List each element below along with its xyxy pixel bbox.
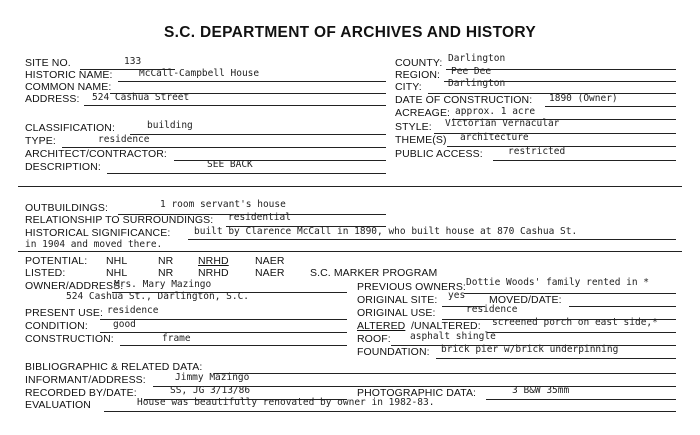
type-label: TYPE: — [25, 135, 56, 147]
common-name-label: COMMON NAME: — [25, 81, 112, 93]
region-value: Pee Dee — [451, 66, 492, 77]
bibliographic-line — [214, 373, 676, 374]
themes-label: THEME(S) — [395, 134, 447, 146]
photographic-line — [486, 399, 676, 400]
region-label: REGION: — [395, 69, 441, 81]
moved-date-label: MOVED/DATE: — [489, 294, 562, 306]
foundation-value: brick pier w/brick underpinning — [441, 344, 619, 355]
construction-value: frame — [162, 333, 191, 344]
historical-significance-value-1: built by Clarence McCall in 1890, who built house at 870 Cashua St. — [194, 226, 578, 237]
original-site-label: ORIGINAL SITE: — [357, 294, 438, 306]
bibliographic-label: BIBLIOGRAPHIC & RELATED DATA: — [25, 361, 203, 373]
construction-label: CONSTRUCTION: — [25, 333, 114, 345]
listed-nr: NR — [158, 267, 174, 279]
potential-naer: NAER — [255, 255, 285, 267]
historical-significance-value-2: in 1904 and moved there. — [25, 239, 163, 250]
historical-significance-line-2 — [18, 251, 682, 252]
foundation-line — [436, 358, 676, 359]
style-value: Victorian Vernacular — [445, 118, 560, 129]
roof-label: ROOF: — [357, 333, 391, 345]
acreage-value: approx. 1 acre — [455, 106, 536, 117]
historical-significance-line — [188, 239, 676, 240]
evaluation-label: EVALUATION — [25, 399, 91, 411]
listed-nhl: NHL — [106, 267, 128, 279]
condition-line — [100, 332, 347, 333]
county-value: Darlington — [448, 53, 506, 64]
present-use-line — [100, 319, 347, 320]
historic-name-label: HISTORIC NAME: — [25, 69, 113, 81]
owner-address-value-2: 524 Cashua St., Darlington, S.C. — [66, 291, 250, 302]
original-site-value: yes — [448, 290, 466, 301]
altered-label: ALTERED — [357, 320, 406, 332]
previous-owners-label: PREVIOUS OWNERS: — [357, 281, 466, 293]
type-value: residence — [98, 134, 150, 145]
historical-significance-label: HISTORICAL SIGNIFICANCE: — [25, 227, 171, 239]
potential-nrhd: NRHD — [198, 255, 229, 267]
outbuildings-label: OUTBUILDINGS: — [25, 202, 108, 214]
condition-value: good — [113, 319, 136, 330]
themes-value: architecture — [460, 132, 529, 143]
address-value: 524 Cashua Street — [92, 92, 190, 103]
description-line — [107, 173, 386, 174]
address-label: ADDRESS: — [25, 93, 80, 105]
roof-value: asphalt shingle — [410, 331, 496, 342]
original-use-label: ORIGINAL USE: — [357, 307, 436, 319]
altered-value: screened porch on east side,* — [492, 317, 658, 328]
date-construction-line — [545, 106, 676, 107]
public-access-value: restricted — [508, 146, 566, 157]
informant-label: INFORMANT/ADDRESS: — [25, 374, 146, 386]
recorded-by-label: RECORDED BY/DATE: — [25, 387, 137, 399]
relationship-value: residential — [228, 212, 291, 223]
present-use-value: residence — [107, 305, 159, 316]
recorded-by-value: SS, JG 3/13/86 — [170, 385, 251, 396]
listed-label: LISTED: — [25, 267, 66, 279]
evaluation-value: House was beautifully renovated by owner in 1982-83. — [137, 397, 435, 408]
site-no-label: SITE NO. — [25, 57, 71, 69]
city-value: Darlington — [448, 78, 506, 89]
architect-label: ARCHITECT/CONTRACTOR: — [25, 148, 167, 160]
classification-label: CLASSIFICATION: — [25, 122, 115, 134]
acreage-label: ACREAGE: — [395, 107, 451, 119]
site-no-value: 133 — [124, 56, 142, 67]
previous-owners-value: Dottie Woods' family rented in * — [466, 277, 650, 288]
classification-value: building — [147, 120, 193, 131]
potential-label: POTENTIAL: — [25, 255, 88, 267]
listed-nrhd: NRHD — [198, 267, 229, 279]
marker-program-label: S.C. MARKER PROGRAM — [310, 267, 438, 279]
photographic-value: 3 B&W 35mm — [512, 385, 570, 396]
date-construction-value: 1890 (Owner) — [549, 93, 618, 104]
unaltered-label: /UNALTERED: — [411, 320, 481, 332]
description-value: SEE BACK — [207, 159, 253, 170]
owner-address-label: OWNER/ADDRESS: — [25, 280, 124, 292]
evaluation-line — [104, 411, 676, 412]
foundation-label: FOUNDATION: — [357, 346, 430, 358]
listed-naer: NAER — [255, 267, 285, 279]
historic-name-line — [118, 81, 386, 82]
original-use-value: residence — [466, 304, 518, 315]
moved-date-line — [569, 306, 676, 307]
altered-line — [487, 332, 676, 333]
public-access-label: PUBLIC ACCESS: — [395, 148, 483, 160]
date-construction-label: DATE OF CONSTRUCTION: — [395, 94, 533, 106]
description-blank-line — [18, 186, 682, 187]
classification-line — [130, 134, 386, 135]
historic-name-value: McCall-Campbell House — [139, 68, 260, 79]
address-line — [84, 105, 386, 106]
potential-nhl: NHL — [106, 255, 128, 267]
outbuildings-value: 1 room servant's house — [160, 199, 286, 210]
photographic-label: PHOTOGRAPHIC DATA: — [357, 387, 477, 399]
county-label: COUNTY: — [395, 57, 443, 69]
city-label: CITY: — [395, 81, 422, 93]
description-label: DESCRIPTION: — [25, 161, 101, 173]
informant-value: Jimmy Mazingo — [175, 372, 250, 383]
style-label: STYLE: — [395, 121, 432, 133]
construction-line — [120, 345, 347, 346]
condition-label: CONDITION: — [25, 320, 88, 332]
owner-address-value-1: Mrs. Mary Mazingo — [114, 279, 212, 290]
architect-line — [174, 160, 386, 161]
public-access-line — [493, 160, 676, 161]
potential-nr: NR — [158, 255, 174, 267]
relationship-label: RELATIONSHIP TO SURROUNDINGS: — [25, 214, 214, 226]
present-use-label: PRESENT USE: — [25, 307, 104, 319]
page-title: S.C. DEPARTMENT OF ARCHIVES AND HISTORY — [164, 24, 536, 41]
